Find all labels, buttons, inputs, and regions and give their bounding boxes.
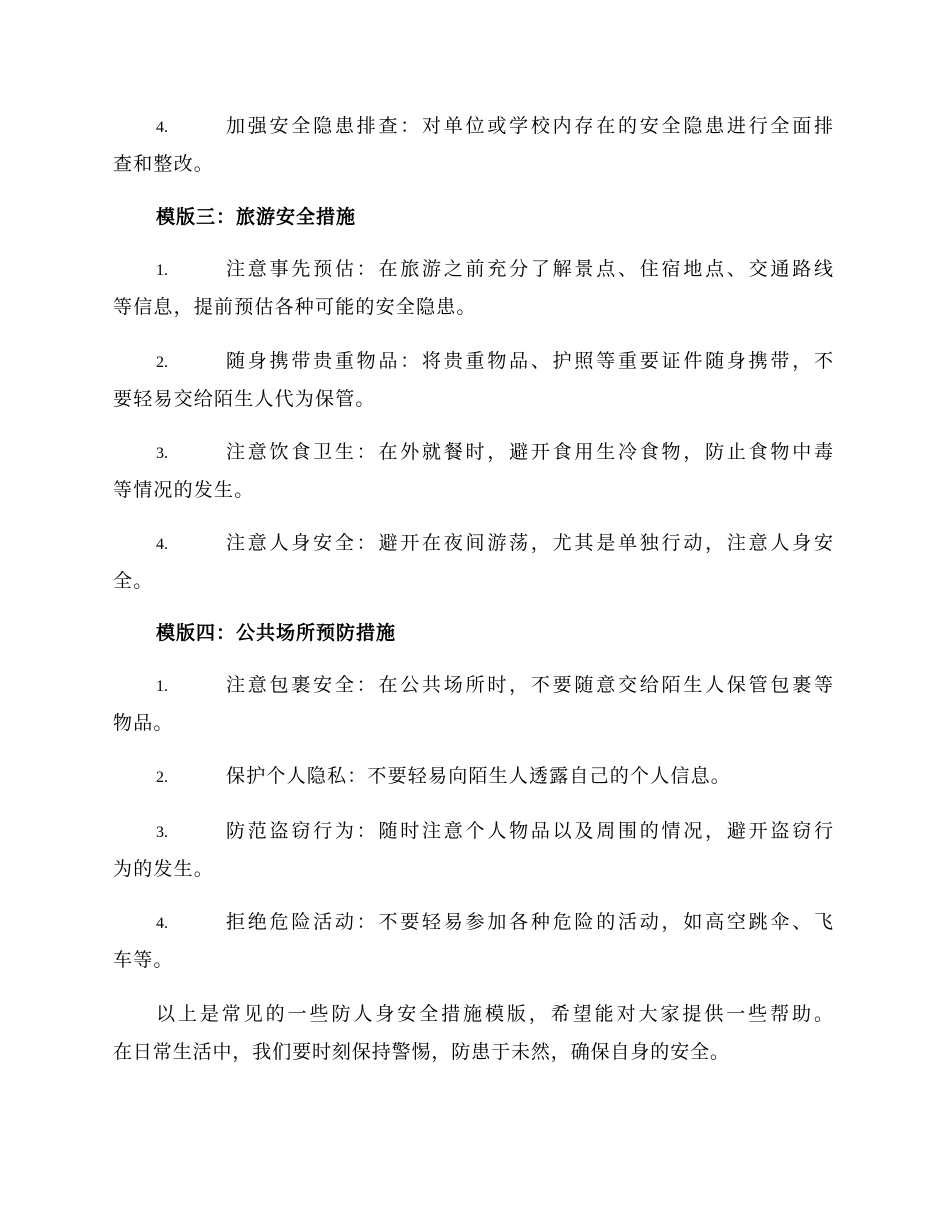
list-item-continuation: 为的发生。 xyxy=(113,858,215,880)
list-item-text: 注意事先预估：在旅游之前充分了解景点、住宿地点、交通路线 xyxy=(226,258,833,280)
list-number: 2. xyxy=(156,769,168,786)
list-item-continuation: 等信息，提前预估各种可能的安全隐患。 xyxy=(113,296,477,318)
list-item-text: 加强安全隐患排查：对单位或学校内存在的安全隐患进行全面排 xyxy=(226,115,833,137)
list-number: 1. xyxy=(156,678,168,695)
list-item-text: 防范盗窃行为：随时注意个人物品以及周围的情况，避开盗窃行 xyxy=(226,820,833,842)
list-item-text: 随身携带贵重物品：将贵重物品、护照等重要证件随身携带，不 xyxy=(226,350,833,372)
section-heading: 模版三：旅游安全措施 xyxy=(156,206,357,228)
list-item-text: 注意人身安全：避开在夜间游荡，尤其是单独行动，注意人身安 xyxy=(226,532,833,554)
list-number: 1. xyxy=(156,262,168,279)
list-number: 4. xyxy=(156,119,168,136)
list-item-text: 注意包裹安全：在公共场所时，不要随意交给陌生人保管包裹等 xyxy=(226,674,833,696)
list-item-continuation: 等情况的发生。 xyxy=(113,479,255,501)
list-item-text: 保护个人隐私：不要轻易向陌生人透露自己的个人信息。 xyxy=(226,765,732,787)
conclusion-line-1: 以上是常见的一些防人身安全措施模版，希望能对大家提供一些帮助。 xyxy=(156,1003,833,1025)
list-number: 2. xyxy=(156,354,168,371)
list-item-continuation: 车等。 xyxy=(113,949,174,971)
list-number: 3. xyxy=(156,824,168,841)
list-item-continuation: 要轻易交给陌生人代为保管。 xyxy=(113,388,376,410)
list-item-continuation: 物品。 xyxy=(113,712,174,734)
list-number: 3. xyxy=(156,445,168,462)
list-item-text: 注意饮食卫生：在外就餐时，避开食用生冷食物，防止食物中毒 xyxy=(226,441,833,463)
section-heading: 模版四：公共场所预防措施 xyxy=(156,622,397,644)
list-number: 4. xyxy=(156,915,168,932)
list-item-continuation: 全。 xyxy=(113,570,154,592)
list-number: 4. xyxy=(156,536,168,553)
conclusion-line-2: 在日常生活中，我们要时刻保持警惕，防患于未然，确保自身的安全。 xyxy=(113,1041,730,1063)
list-item-continuation: 查和整改。 xyxy=(113,153,215,175)
list-item-text: 拒绝危险活动：不要轻易参加各种危险的活动，如高空跳伞、飞 xyxy=(226,911,833,933)
